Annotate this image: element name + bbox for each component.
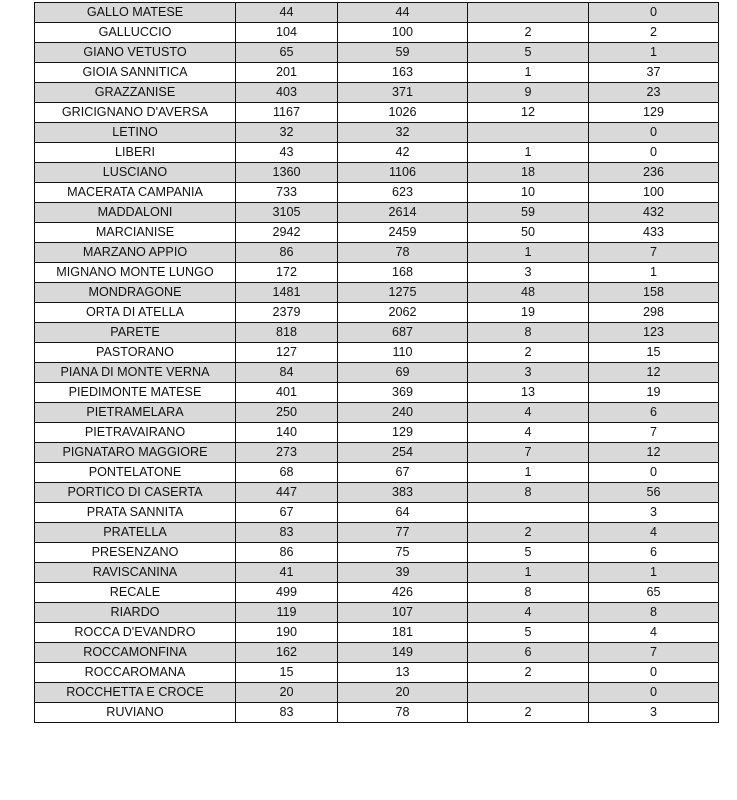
municipality-name-cell: MARCIANISE (35, 223, 236, 243)
value-col-1-cell: 172 (236, 263, 338, 283)
municipality-name-cell: RECALE (35, 583, 236, 603)
table-row (35, 43, 719, 63)
value-col-1-cell: 818 (236, 323, 338, 343)
value-col-4-cell: 6 (589, 543, 719, 563)
value-col-3-cell: 50 (468, 223, 589, 243)
value-col-4-cell: 23 (589, 83, 719, 103)
municipality-name-cell: GIOIA SANNITICA (35, 63, 236, 83)
table-row (35, 63, 719, 83)
municipality-name-cell: PRATELLA (35, 523, 236, 543)
value-col-4-cell: 0 (589, 683, 719, 703)
value-col-4-cell: 433 (589, 223, 719, 243)
municipality-name-cell: PASTORANO (35, 343, 236, 363)
value-col-1-cell: 65 (236, 43, 338, 63)
table-row (35, 643, 719, 663)
table-row (35, 663, 719, 683)
municipality-name-cell: GRICIGNANO D'AVERSA (35, 103, 236, 123)
value-col-2-cell: 78 (338, 703, 468, 723)
table-row (35, 343, 719, 363)
municipality-name-cell: PARETE (35, 323, 236, 343)
value-col-3-cell: 1 (468, 463, 589, 483)
value-col-3-cell: 48 (468, 283, 589, 303)
value-col-3-cell: 2 (468, 23, 589, 43)
value-col-2-cell: 254 (338, 443, 468, 463)
value-col-4-cell: 1 (589, 263, 719, 283)
value-col-4-cell: 56 (589, 483, 719, 503)
table-body (35, 3, 719, 723)
table-row (35, 103, 719, 123)
value-col-4-cell: 0 (589, 3, 719, 23)
municipality-name-cell: ROCCHETTA E CROCE (35, 683, 236, 703)
value-col-3-cell: 12 (468, 103, 589, 123)
value-col-1-cell: 3105 (236, 203, 338, 223)
value-col-2-cell: 1106 (338, 163, 468, 183)
value-col-3-cell (468, 503, 589, 523)
value-col-3-cell: 7 (468, 443, 589, 463)
table-row (35, 83, 719, 103)
municipality-name-cell: PIETRAMELARA (35, 403, 236, 423)
value-col-2-cell: 371 (338, 83, 468, 103)
value-col-2-cell: 181 (338, 623, 468, 643)
table-row (35, 503, 719, 523)
value-col-1-cell: 44 (236, 3, 338, 23)
value-col-2-cell: 69 (338, 363, 468, 383)
value-col-1-cell: 20 (236, 683, 338, 703)
table-row (35, 163, 719, 183)
value-col-2-cell: 129 (338, 423, 468, 443)
value-col-1-cell: 1481 (236, 283, 338, 303)
value-col-4-cell: 65 (589, 583, 719, 603)
value-col-2-cell: 39 (338, 563, 468, 583)
municipality-name-cell: LIBERI (35, 143, 236, 163)
municipality-name-cell: LETINO (35, 123, 236, 143)
value-col-2-cell: 149 (338, 643, 468, 663)
value-col-4-cell: 158 (589, 283, 719, 303)
municipality-name-cell: RAVISCANINA (35, 563, 236, 583)
value-col-1-cell: 2379 (236, 303, 338, 323)
value-col-3-cell: 13 (468, 383, 589, 403)
value-col-2-cell: 623 (338, 183, 468, 203)
table-row (35, 403, 719, 423)
municipality-name-cell: MONDRAGONE (35, 283, 236, 303)
municipality-name-cell: PORTICO DI CASERTA (35, 483, 236, 503)
value-col-3-cell (468, 3, 589, 23)
value-col-3-cell: 1 (468, 563, 589, 583)
value-col-4-cell: 7 (589, 243, 719, 263)
value-col-1-cell: 67 (236, 503, 338, 523)
municipality-name-cell: GIANO VETUSTO (35, 43, 236, 63)
value-col-1-cell: 104 (236, 23, 338, 43)
value-col-1-cell: 15 (236, 663, 338, 683)
municipality-name-cell: ROCCAMONFINA (35, 643, 236, 663)
value-col-3-cell: 2 (468, 703, 589, 723)
municipality-name-cell: MACERATA CAMPANIA (35, 183, 236, 203)
value-col-4-cell: 8 (589, 603, 719, 623)
table-row (35, 483, 719, 503)
municipality-name-cell: RIARDO (35, 603, 236, 623)
table-row (35, 523, 719, 543)
municipality-name-cell: PRATA SANNITA (35, 503, 236, 523)
value-col-1-cell: 83 (236, 703, 338, 723)
municipality-name-cell: MARZANO APPIO (35, 243, 236, 263)
value-col-3-cell: 19 (468, 303, 589, 323)
table-row (35, 583, 719, 603)
value-col-4-cell: 1 (589, 563, 719, 583)
value-col-1-cell: 32 (236, 123, 338, 143)
value-col-2-cell: 110 (338, 343, 468, 363)
value-col-1-cell: 68 (236, 463, 338, 483)
value-col-2-cell: 13 (338, 663, 468, 683)
value-col-3-cell: 4 (468, 423, 589, 443)
value-col-1-cell: 1360 (236, 163, 338, 183)
table-row (35, 683, 719, 703)
table-row (35, 543, 719, 563)
value-col-2-cell: 59 (338, 43, 468, 63)
table-row (35, 123, 719, 143)
value-col-2-cell: 1026 (338, 103, 468, 123)
value-col-1-cell: 83 (236, 523, 338, 543)
value-col-4-cell: 7 (589, 643, 719, 663)
value-col-3-cell: 9 (468, 83, 589, 103)
value-col-1-cell: 127 (236, 343, 338, 363)
municipality-name-cell: MIGNANO MONTE LUNGO (35, 263, 236, 283)
table-row (35, 283, 719, 303)
value-col-4-cell: 100 (589, 183, 719, 203)
value-col-4-cell: 0 (589, 143, 719, 163)
value-col-1-cell: 733 (236, 183, 338, 203)
value-col-4-cell: 6 (589, 403, 719, 423)
value-col-1-cell: 1167 (236, 103, 338, 123)
municipality-name-cell: GALLUCCIO (35, 23, 236, 43)
value-col-2-cell: 168 (338, 263, 468, 283)
value-col-2-cell: 100 (338, 23, 468, 43)
value-col-2-cell: 75 (338, 543, 468, 563)
table-row (35, 223, 719, 243)
table-row (35, 203, 719, 223)
value-col-2-cell: 20 (338, 683, 468, 703)
value-col-3-cell: 2 (468, 523, 589, 543)
table-row (35, 303, 719, 323)
value-col-4-cell: 37 (589, 63, 719, 83)
municipality-name-cell: MADDALONI (35, 203, 236, 223)
municipality-name-cell: PONTELATONE (35, 463, 236, 483)
table-row (35, 383, 719, 403)
value-col-4-cell: 4 (589, 623, 719, 643)
data-table-container (34, 2, 718, 723)
value-col-2-cell: 32 (338, 123, 468, 143)
table-row (35, 703, 719, 723)
value-col-2-cell: 44 (338, 3, 468, 23)
table-row (35, 23, 719, 43)
value-col-1-cell: 119 (236, 603, 338, 623)
value-col-1-cell: 273 (236, 443, 338, 463)
value-col-3-cell: 8 (468, 323, 589, 343)
value-col-2-cell: 369 (338, 383, 468, 403)
value-col-2-cell: 687 (338, 323, 468, 343)
municipality-name-cell: PRESENZANO (35, 543, 236, 563)
table-row (35, 3, 719, 23)
value-col-2-cell: 426 (338, 583, 468, 603)
table-row (35, 183, 719, 203)
value-col-4-cell: 2 (589, 23, 719, 43)
value-col-4-cell: 432 (589, 203, 719, 223)
value-col-3-cell: 1 (468, 143, 589, 163)
municipality-name-cell: PIANA DI MONTE VERNA (35, 363, 236, 383)
table-row (35, 443, 719, 463)
value-col-4-cell: 12 (589, 363, 719, 383)
municipality-name-cell: LUSCIANO (35, 163, 236, 183)
value-col-1-cell: 190 (236, 623, 338, 643)
table-row (35, 263, 719, 283)
value-col-3-cell (468, 683, 589, 703)
value-col-3-cell: 8 (468, 583, 589, 603)
value-col-2-cell: 383 (338, 483, 468, 503)
value-col-1-cell: 401 (236, 383, 338, 403)
value-col-1-cell: 162 (236, 643, 338, 663)
value-col-4-cell: 4 (589, 523, 719, 543)
value-col-3-cell: 2 (468, 343, 589, 363)
value-col-4-cell: 7 (589, 423, 719, 443)
value-col-3-cell: 4 (468, 603, 589, 623)
value-col-4-cell: 3 (589, 703, 719, 723)
municipality-name-cell: ROCCA D'EVANDRO (35, 623, 236, 643)
value-col-4-cell: 19 (589, 383, 719, 403)
value-col-3-cell: 5 (468, 623, 589, 643)
municipality-name-cell: PIEDIMONTE MATESE (35, 383, 236, 403)
value-col-4-cell: 129 (589, 103, 719, 123)
value-col-1-cell: 250 (236, 403, 338, 423)
municipality-name-cell: ORTA DI ATELLA (35, 303, 236, 323)
value-col-3-cell (468, 123, 589, 143)
value-col-2-cell: 107 (338, 603, 468, 623)
municipality-name-cell: RUVIANO (35, 703, 236, 723)
table-row (35, 323, 719, 343)
table-row (35, 603, 719, 623)
value-col-2-cell: 2614 (338, 203, 468, 223)
value-col-3-cell: 1 (468, 243, 589, 263)
value-col-3-cell: 6 (468, 643, 589, 663)
municipality-name-cell: GALLO MATESE (35, 3, 236, 23)
table-row (35, 243, 719, 263)
value-col-4-cell: 3 (589, 503, 719, 523)
municipality-name-cell: ROCCAROMANA (35, 663, 236, 683)
value-col-2-cell: 2459 (338, 223, 468, 243)
value-col-3-cell: 10 (468, 183, 589, 203)
value-col-1-cell: 43 (236, 143, 338, 163)
value-col-2-cell: 1275 (338, 283, 468, 303)
value-col-2-cell: 67 (338, 463, 468, 483)
table-row (35, 563, 719, 583)
value-col-1-cell: 403 (236, 83, 338, 103)
value-col-4-cell: 123 (589, 323, 719, 343)
value-col-4-cell: 1 (589, 43, 719, 63)
municipality-name-cell: PIGNATARO MAGGIORE (35, 443, 236, 463)
value-col-4-cell: 236 (589, 163, 719, 183)
value-col-4-cell: 0 (589, 123, 719, 143)
value-col-1-cell: 86 (236, 543, 338, 563)
value-col-4-cell: 15 (589, 343, 719, 363)
table-row (35, 423, 719, 443)
value-col-3-cell: 5 (468, 43, 589, 63)
value-col-1-cell: 84 (236, 363, 338, 383)
municipality-table (34, 2, 719, 723)
value-col-3-cell: 59 (468, 203, 589, 223)
value-col-2-cell: 240 (338, 403, 468, 423)
value-col-3-cell: 8 (468, 483, 589, 503)
value-col-4-cell: 0 (589, 463, 719, 483)
value-col-2-cell: 163 (338, 63, 468, 83)
value-col-3-cell: 2 (468, 663, 589, 683)
value-col-3-cell: 18 (468, 163, 589, 183)
value-col-1-cell: 86 (236, 243, 338, 263)
value-col-2-cell: 78 (338, 243, 468, 263)
value-col-1-cell: 447 (236, 483, 338, 503)
value-col-4-cell: 298 (589, 303, 719, 323)
value-col-3-cell: 4 (468, 403, 589, 423)
value-col-1-cell: 140 (236, 423, 338, 443)
value-col-1-cell: 499 (236, 583, 338, 603)
value-col-1-cell: 201 (236, 63, 338, 83)
table-row (35, 363, 719, 383)
value-col-2-cell: 64 (338, 503, 468, 523)
value-col-3-cell: 3 (468, 363, 589, 383)
value-col-2-cell: 2062 (338, 303, 468, 323)
municipality-name-cell: GRAZZANISE (35, 83, 236, 103)
value-col-4-cell: 0 (589, 663, 719, 683)
municipality-name-cell: PIETRAVAIRANO (35, 423, 236, 443)
value-col-2-cell: 42 (338, 143, 468, 163)
table-row (35, 463, 719, 483)
value-col-3-cell: 5 (468, 543, 589, 563)
value-col-1-cell: 41 (236, 563, 338, 583)
value-col-4-cell: 12 (589, 443, 719, 463)
value-col-2-cell: 77 (338, 523, 468, 543)
table-row (35, 623, 719, 643)
value-col-3-cell: 3 (468, 263, 589, 283)
table-row (35, 143, 719, 163)
value-col-3-cell: 1 (468, 63, 589, 83)
value-col-1-cell: 2942 (236, 223, 338, 243)
